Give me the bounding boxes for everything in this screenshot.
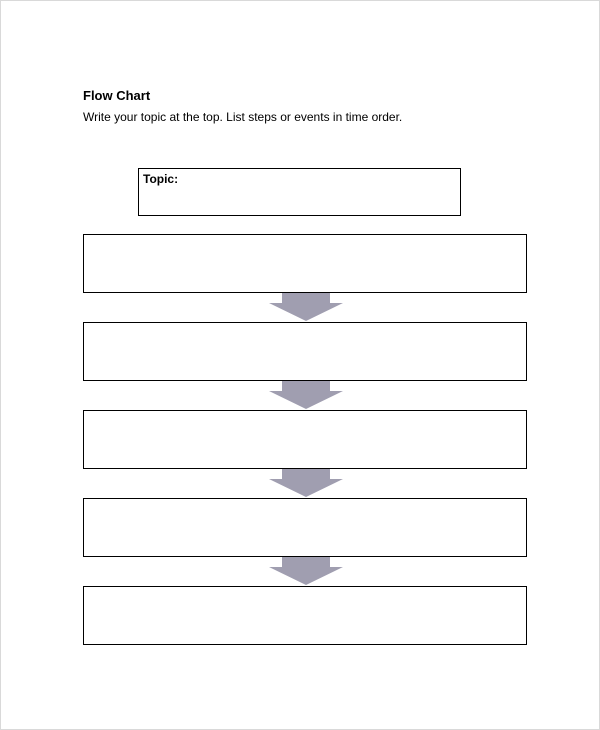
down-arrow-icon [269, 293, 343, 321]
down-arrow-icon [269, 469, 343, 497]
page-title: Flow Chart [83, 88, 151, 103]
step-box-3[interactable] [83, 410, 527, 469]
topic-label: Topic: [143, 172, 179, 186]
down-arrow-icon [269, 381, 343, 409]
instructions-text: Write your topic at the top. List steps or events in time order. [83, 110, 403, 124]
topic-box[interactable] [138, 168, 461, 216]
down-arrow-icon [269, 557, 343, 585]
step-box-5[interactable] [83, 586, 527, 645]
step-box-4[interactable] [83, 498, 527, 557]
step-box-2[interactable] [83, 322, 527, 381]
step-box-1[interactable] [83, 234, 527, 293]
